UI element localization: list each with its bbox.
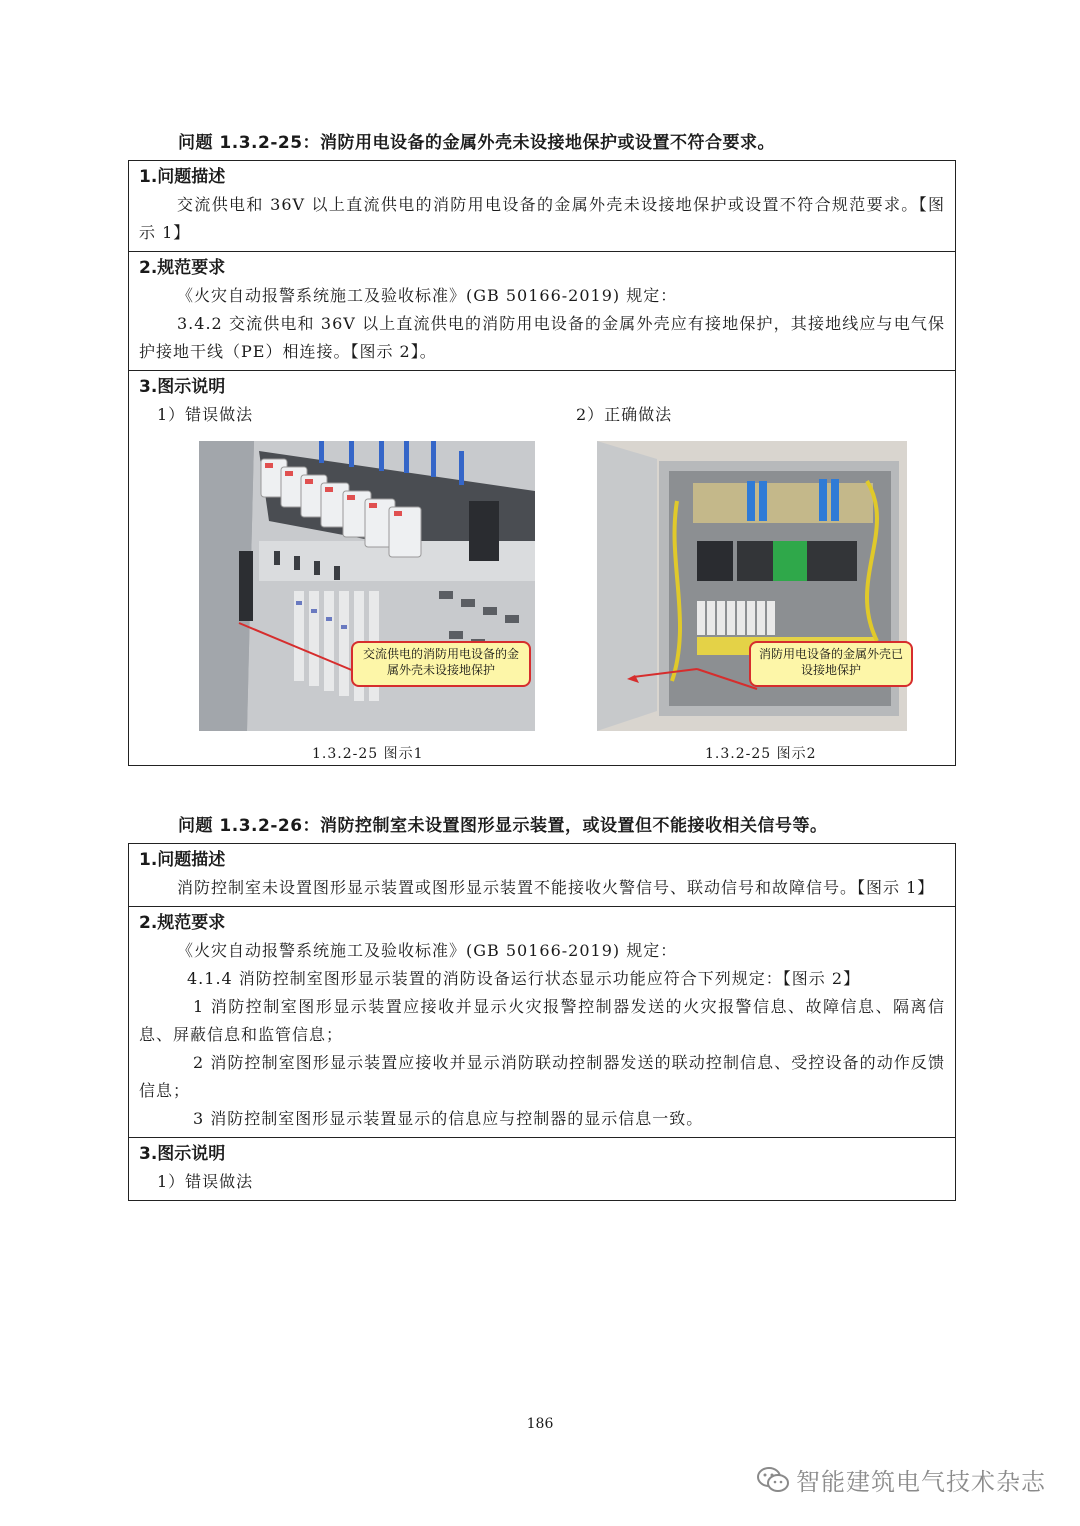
figure-2-photo-grounded-cabinet bbox=[597, 441, 907, 731]
issue-2-description-text: 消防控制室未设置图形显示装置或图形显示装置不能接收火警信号、联动信号和故障信号。【图示 1】 bbox=[177, 878, 935, 897]
issue-2-spec-intro: 《火灾自动报警系统施工及验收标准》(GB 50166-2019) 规定： bbox=[177, 941, 678, 960]
issue-2-description-title: 1.问题描述 bbox=[139, 850, 226, 870]
issue-2-spec-item: 3 消防控制室图形显示装置显示的信息应与控制器的显示信息一致。 bbox=[193, 1109, 704, 1128]
issue-1-description-text: 交流供电和 36V 以上直流供电的消防用电设备的金属外壳未设接地保护或设置不符合规范要求。【图示 1】 bbox=[139, 195, 945, 242]
issue-2-spec-title: 2.规范要求 bbox=[139, 913, 226, 933]
issue-2-spec-item: 2 消防控制室图形显示装置应接收并显示消防联动控制器发送的联动控制信息、受控设备的动作反馈信息； bbox=[139, 1053, 945, 1100]
issue-1-table bbox=[128, 160, 956, 766]
wrong-practice-label: 1）错误做法 bbox=[157, 405, 254, 424]
issue-2-figure-section bbox=[129, 1138, 955, 1200]
correct-practice-label: 2）正确做法 bbox=[576, 405, 673, 424]
watermark-text: 智能建筑电气技术杂志 bbox=[796, 1468, 1046, 1496]
issue-1-spec-line: 《火灾自动报警系统施工及验收标准》(GB 50166-2019) 规定： bbox=[177, 286, 678, 305]
watermark bbox=[756, 1462, 1046, 1500]
issue-1-figure-row bbox=[139, 401, 945, 761]
issue-2-spec-main: 4.1.4 消防控制室图形显示装置的消防设备运行状态显示功能应符合下列规定：【图示 2】 bbox=[187, 969, 861, 988]
issue-2-wrong-practice-label: 1）错误做法 bbox=[157, 1172, 254, 1191]
issue-1-description-section bbox=[129, 161, 955, 252]
figure-1-photo-relay-cabinet bbox=[199, 441, 535, 731]
issue-2-figure-title: 3.图示说明 bbox=[139, 1144, 226, 1164]
issue-2-spec-item: 1 消防控制室图形显示装置应接收并显示火灾报警控制器发送的火灾报警信息、故障信息、隔离信息、屏蔽信息和监管信息； bbox=[139, 997, 945, 1044]
issue-2-table bbox=[128, 843, 956, 1201]
page-number: 186 bbox=[526, 1416, 554, 1432]
issue-2-heading: 问题 1.3.2-26：消防控制室未设置图形显示装置，或设置但不能接收相关信号等。 bbox=[178, 816, 828, 836]
figure-2-caption: 1.3.2-25 图示2 bbox=[705, 746, 817, 762]
issue-2-spec-section bbox=[129, 907, 955, 1138]
figure-1-caption: 1.3.2-25 图示1 bbox=[312, 746, 424, 762]
issue-1-spec-section bbox=[129, 252, 955, 371]
issue-1-description-title: 1.问题描述 bbox=[139, 167, 226, 187]
issue-1-figure-title: 3.图示说明 bbox=[139, 377, 226, 397]
correct-practice-callout: 消防用电设备的金属外壳已设接地保护 bbox=[749, 641, 913, 687]
issue-1-heading: 问题 1.3.2-25：消防用电设备的金属外壳未设接地保护或设置不符合要求。 bbox=[178, 133, 776, 153]
issue-1-spec-line: 3.4.2 交流供电和 36V 以上直流供电的消防用电设备的金属外壳应有接地保护，其接地线应与电气保护接地干线（PE）相连接。【图示 2】。 bbox=[139, 314, 945, 361]
issue-2-description-section bbox=[129, 844, 955, 907]
issue-1-spec-title: 2.规范要求 bbox=[139, 258, 226, 278]
wrong-practice-callout: 交流供电的消防用电设备的金属外壳未设接地保护 bbox=[351, 641, 531, 687]
wechat-icon bbox=[756, 1466, 790, 1500]
issue-1-figure-section bbox=[129, 371, 955, 765]
